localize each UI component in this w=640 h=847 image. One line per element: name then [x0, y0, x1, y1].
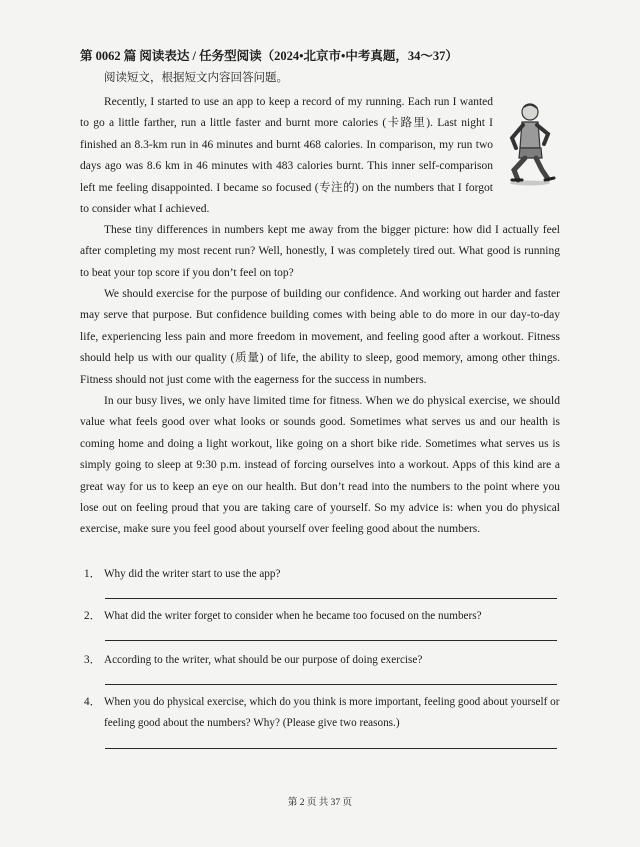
passage-paragraph-4: In our busy lives, we only have limited time for fitness. When we do physical exercise, we should value what feels good over what looks or sounds good. Sometimes what serves us and our health is coming home and doing a light workout, like going on a short bike ride. Sometimes what serves us is simply going to sleep at 9:30 p.m. instead of forcing ourselves into a workout. Apps of this kind are a great way for us to keep an eye on our health. But don’t read into the numbers to the point where you lose out on feeling proud that you are taking care of yourself. So my advice is: when you do physical exercise, make sure you feel good about yourself over feeling good about the numbers.: [80, 395, 560, 536]
answer-line-2[interactable]: [105, 640, 557, 641]
question-number: 1．: [84, 568, 101, 580]
question-number: 4．: [84, 696, 101, 708]
question-number: 3．: [84, 654, 101, 666]
passage-paragraph-1: Recently, I started to use an app to keep a record of my running. Each run I wanted to go a little farther, run a little faster and burnt more calories (卡路里). Last night I finished an 8.3-km run in 46 minutes and burnt 468 calories. In comparison, my run two days ago was 8.6 km in 46 minutes with 483 calories burnt. This inner self-comparison left me feeling disappointed. I became so focused (专注的) on the numbers that I forgot to consider what I achieved.: [80, 96, 493, 216]
question-number: 2．: [84, 610, 101, 622]
answer-line-4[interactable]: [105, 748, 557, 749]
page-footer: 第 2 页 共 37 页: [287, 798, 353, 808]
question-2: [84, 606, 564, 627]
instruction-text: 阅读短文，根据短文内容回答问题。: [104, 72, 288, 84]
question-text: What did the writer forget to consider when he became too focused on the numbers?: [104, 610, 482, 622]
question-1: [84, 564, 564, 585]
answer-line-3[interactable]: [105, 684, 557, 685]
passage-paragraph-2: These tiny differences in numbers kept me away from the bigger picture: how did I actually feel after completing my most recent run? Well, honestly, I was completely tired out. What good is running to beat your top score if you don’t feel on top?: [80, 224, 560, 279]
answer-line-1[interactable]: [105, 598, 557, 599]
question-text: According to the writer, what should be our purpose of doing exercise?: [104, 654, 423, 666]
question-text: Why did the writer start to use the app?: [104, 568, 281, 580]
page-title: 第 0062 篇 阅读表达 / 任务型阅读（2024•北京市•中考真题，34〜37）: [80, 49, 458, 63]
question-3: [84, 650, 564, 671]
passage-paragraph-3: We should exercise for the purpose of building our confidence. And working out harder and faster may serve that purpose. But confidence building comes with being able to do more in our day-to-day life, experiencing less pain and more freedom in movement, and feeling good after a workout. Fitness should help us with our quality (质量) of life, the ability to sleep, good memory, among other things. Fitness should not just come with the eagerness for the success in numbers.: [80, 288, 560, 386]
question-text: When you do physical exercise, which do you think is more important, feeling good about yourself or feeling good about the numbers? Why? (Please give two reasons.): [104, 696, 560, 729]
question-4: [84, 692, 564, 734]
running-man-icon: [500, 100, 560, 186]
